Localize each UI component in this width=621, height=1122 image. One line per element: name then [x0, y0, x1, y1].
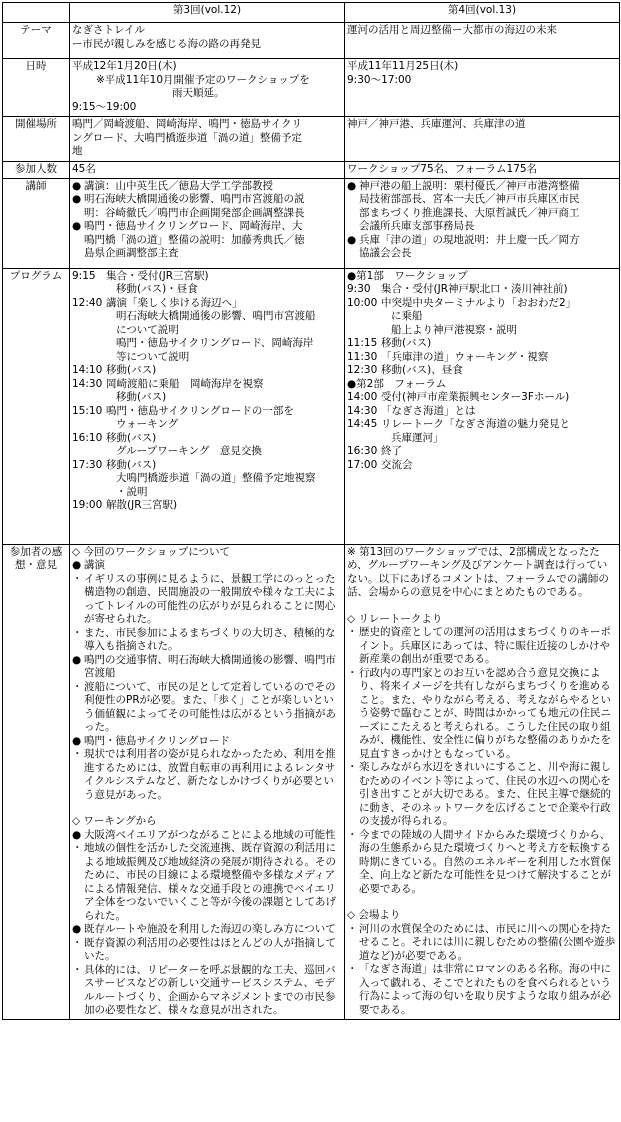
- theme-vol13: [345, 23, 620, 59]
- program-entry: [72, 283, 342, 297]
- section-heading: ◇ 会場より: [347, 909, 401, 921]
- program-text: 集合・受付(JR三宮駅): [106, 269, 209, 282]
- topic-item: [72, 654, 342, 681]
- program-entry: [72, 499, 342, 513]
- comment-text: イギリスの事例に見るように、景観工学にのっとった構造物の創造、民間施設の一般開放や様々な工夫によってトレイルの可能性の広がりが見られることに関心が寄せられた。: [84, 572, 336, 625]
- lecturer-line: 部まちづくり推進課長、大原哲誠氏／神戸商工: [359, 206, 580, 219]
- program-text: 「なぎさ海道」とは: [381, 404, 476, 417]
- comment-text: 行政内の専門家とのお互いを認め合う意見交換により、将来イメージを共有しながらまちづくりを進めること。また、やりながら考える、考えながらやるという姿勢で臨むことが、時間はかかっても地元の住民ニーズにこたえると考えられる。こうした住民の取り組みが、機能性、安全性に偏りがちな整備のありかたを見直すきっかけともなっている。: [359, 666, 611, 760]
- program-text: について説明: [116, 323, 179, 336]
- program-entry: [347, 418, 617, 432]
- program-text: 移動(バス): [381, 337, 432, 349]
- program-time: [72, 324, 106, 338]
- program-text: ・説明: [116, 485, 148, 498]
- program-time: 12:30: [347, 364, 378, 376]
- program-entry: [72, 310, 342, 324]
- bullet-icon: ●: [72, 923, 82, 935]
- topic-item: [72, 735, 342, 749]
- program-time: 14:30: [72, 377, 103, 390]
- dot-icon: ・: [72, 748, 83, 760]
- date-label: 日時: [3, 59, 70, 117]
- theme-row: [3, 23, 620, 59]
- dot-icon: ・: [347, 666, 358, 679]
- program-text: 交流会: [381, 458, 413, 471]
- venue-vol13: [345, 117, 620, 162]
- program-entry: [347, 283, 617, 297]
- program-time: 14:10: [72, 364, 103, 376]
- dot-icon: ・: [72, 680, 83, 693]
- program-text: 岡崎渡船に乗船 岡崎海岸を視察: [106, 377, 264, 390]
- dot-icon: ・: [347, 922, 358, 935]
- lecturer-line: 鳴門橋「渦の道」整備の説明：加藤秀典氏／徳: [84, 233, 305, 246]
- comment-text: 現状では利用者の姿が見られなかったため、利用を推進するためには、放置自転車の再利用によるレンタサイクルシステムなど、新たなしかけづくりが必要という意見があった。: [84, 748, 336, 801]
- venue-row: [3, 117, 620, 162]
- lecturers-label: 講師: [3, 178, 70, 268]
- lecturer-item: [72, 180, 342, 194]
- bullet-icon: ●: [72, 193, 82, 205]
- program-text: 「兵庫津の道」ウォーキング・視察: [381, 350, 549, 363]
- venue-line: 鳴門／岡崎渡船、岡崎海岸、鳴門・徳島サイクリ: [72, 118, 303, 130]
- comment-text: 既存資源の利活用の必要性はほとんどの人が指摘していた。: [84, 936, 336, 962]
- program-entry: [72, 432, 342, 446]
- program-text: 移動(バス)、昼食: [381, 364, 463, 376]
- theme-line: なぎさトレイル: [72, 24, 145, 36]
- program-entry: [347, 432, 617, 446]
- lecturer-line: 神戸港の船上説明：栗村優氏／神戸市港湾整備: [359, 179, 580, 192]
- comment-text: 河川の水質保全のためには、市民に川への関心を持たせること。それには川に親しむための整備(公園や遊歩道など)が必要である。: [359, 922, 616, 962]
- program-time: [347, 310, 381, 324]
- attendance-label: 参加人数: [3, 162, 70, 179]
- program-entry: [347, 337, 617, 351]
- program-time: 16:10: [72, 431, 103, 444]
- comment-item: [72, 748, 342, 802]
- comment-item: [347, 667, 617, 762]
- spacer: [72, 802, 342, 815]
- theme-label: テーマ: [3, 23, 70, 59]
- lecturer-line: 島県企画調整部主査: [84, 247, 179, 259]
- topic-text: 鳴門の交通事情、明石海峡大橋開通後の影響、鳴門市宮渡船: [84, 653, 336, 679]
- comment-item: [347, 626, 617, 667]
- theme-line: ー市民が親しみを感じる海の路の再発見: [72, 37, 261, 50]
- header-corner: [3, 3, 70, 23]
- program-time: [72, 391, 106, 405]
- program-text: 移動(バス): [106, 458, 157, 471]
- topic-item: [72, 829, 342, 843]
- program-text: 船上より神戸港視察・説明: [391, 323, 517, 336]
- date-note: 雨天順延。: [172, 87, 225, 99]
- topic-text: 大阪湾ベイエリアがつながることによる地域の可能性: [84, 828, 336, 841]
- program-text: ウォーキング: [116, 418, 179, 430]
- lecturers-vol12: [70, 178, 345, 268]
- comment-text: 「なぎさ海道」は非常にロマンのある名称。海の中に入って戯れる、そこでとれたものを食べられるという行為によって海の匂いを取り戻すような取り組みが必要である。: [359, 963, 611, 1016]
- program-text: 移動(バス): [106, 364, 157, 376]
- topic-item: [72, 923, 342, 937]
- program-time: [72, 486, 106, 500]
- comment-text: 今までの陸域の人間サイドからみた環境づくりから、海の生態系から見た環境づくりへと考え方を転換する時期にきている。自然のエネルギーを利用した水質保全、向上など新たな可能性を見つけて解決することが必要である。: [359, 828, 611, 895]
- lecturer-line: 明：谷崎徹氏／鳴門市企画開発部企画調整課長: [84, 206, 305, 219]
- program-part1: ●第1部 ワークショップ: [347, 269, 468, 282]
- dot-icon: ・: [72, 842, 83, 854]
- program-entry: [347, 459, 617, 473]
- topic-item: [72, 559, 342, 573]
- comment-item: [72, 964, 342, 1018]
- program-entry: [72, 405, 342, 419]
- section-heading: ◇ 今回のワークショップについて: [72, 545, 230, 558]
- program-time: [72, 351, 106, 365]
- comment-item: [347, 923, 617, 964]
- comment-text: 楽しみながら水辺をきれいにすること、川や海に親しむためのイベント等によって、住民の水辺への関心を引き出すことが大切である。また、住民主導で継続的に動き、そのネットワークを広げることで企業や行政の支援が得られる。: [359, 761, 611, 827]
- comment-text: また、市民参加によるまちづくりの大切さ、積極的な導入も指摘された。: [84, 626, 336, 652]
- date-line: 平成12年1月20日(木): [72, 60, 177, 72]
- program-entry: [347, 445, 617, 459]
- program-time: 14:30: [347, 404, 378, 417]
- program-text: 解散(JR三宮駅): [106, 499, 178, 511]
- lecturer-line: 局技術部部長、宮本一夫氏／神戸市兵庫区市民: [359, 193, 580, 205]
- date-vol13: [345, 59, 620, 117]
- date-time: 9:30～17:00: [347, 73, 412, 86]
- comment-text: 具体的には、リピーターを呼ぶ景観的な工夫、巡回バスサービスなどの新しい交通サービスシステム、モデルルートづくり、企画からマネジメントまでの市民参加の必要性など、様々な意見が出された。: [84, 963, 336, 1016]
- program-time: 9:30: [347, 283, 371, 295]
- program-time: 17:30: [72, 458, 103, 471]
- section-heading: ◇ リレートークより: [347, 612, 443, 625]
- topic-text: 既存ルートや施設を利用した海辺の楽しみ方について: [84, 923, 336, 935]
- program-time: 19:00: [72, 499, 103, 511]
- program-entry: [72, 364, 342, 378]
- program-time: 17:00: [347, 458, 378, 471]
- program-part1-list: [347, 283, 617, 378]
- program-text: 鳴門・徳島サイクリングロード、岡崎海岸: [116, 337, 314, 349]
- opinions-vol13: [345, 544, 620, 1019]
- program-part2-list: [347, 391, 617, 472]
- program-label: プログラム: [3, 268, 70, 544]
- program-time: [72, 283, 106, 297]
- dot-icon: ・: [72, 626, 83, 639]
- header-vol13: 第4回(vol.13): [345, 3, 620, 23]
- program-time: [72, 418, 106, 432]
- comment-item: [347, 963, 617, 1017]
- lecturer-item: [72, 193, 342, 220]
- comment-item: [72, 842, 342, 923]
- date-row: [3, 59, 620, 117]
- program-time: 15:10: [72, 404, 103, 417]
- program-time: 9:15: [72, 269, 96, 282]
- bullet-icon: ●: [72, 828, 82, 841]
- program-entry: [347, 364, 617, 378]
- venue-line: ングロード、大鳴門橋遊歩道「渦の道」整備予定: [72, 131, 302, 144]
- comment-text: 渡船について、市民の足として定着しているのでその利便性のPRが必要。また、「歩く」ことが楽しいという価値観によってその可能性は広がるという指摘があった。: [84, 680, 336, 733]
- bullet-icon: ●: [72, 653, 82, 666]
- bullet-icon: ●: [347, 233, 357, 246]
- program-text: 明石海峡大橋開通後の影響、鳴門市宮渡船: [116, 310, 316, 322]
- program-entry: [72, 459, 342, 473]
- program-text: リレートーク「なぎさ海道の魅力発見と: [381, 418, 570, 430]
- program-text: 鳴門・徳島サイクリングロードの一部を: [106, 404, 294, 417]
- venue-label: 開催場所: [3, 117, 70, 162]
- program-time: 14:45: [347, 418, 378, 430]
- bullet-icon: ●: [72, 559, 82, 571]
- venue-line: 地: [72, 145, 83, 157]
- date-time: 9:15～19:00: [72, 100, 137, 113]
- program-vol13: [345, 268, 620, 544]
- bullet-icon: ●: [347, 179, 357, 192]
- opinions-label: [3, 544, 70, 1019]
- program-time: 16:30: [347, 445, 378, 457]
- comment-item: [347, 829, 617, 897]
- program-time: [347, 324, 381, 338]
- program-text: 大鳴門橋遊歩道「渦の道」整備予定地視察: [116, 472, 316, 484]
- dot-icon: ・: [72, 936, 83, 949]
- program-time: 11:15: [347, 337, 378, 349]
- program-text: 移動(バス)・昼食: [116, 283, 198, 295]
- program-text: 受付(神戸市産業振興センター3Fホール): [381, 391, 570, 403]
- date-line: 平成11年11月25日(木): [347, 60, 459, 72]
- lecturer-line: 講演：山中英生氏／徳島大学工学部教授: [84, 179, 273, 192]
- theme-line: 運河の活用と周辺整備ー大都市の海辺の未来: [347, 24, 557, 36]
- program-entry: [72, 486, 342, 500]
- header-row: [3, 3, 620, 23]
- note-item: [347, 546, 617, 600]
- comment-text: 歴史的資産としての運河の活用はまちづくりのキーポイント。兵庫区にあっては、特に賑住近接のしかけや新産業の創出が重要である。: [359, 626, 611, 665]
- program-time: [347, 432, 381, 446]
- program-entry: [72, 418, 342, 432]
- program-time: 11:30: [347, 350, 378, 363]
- program-entry: [72, 351, 342, 365]
- program-entry: [72, 378, 342, 392]
- date-note: ※平成11年10月開催予定のワークショップを: [96, 73, 310, 86]
- comment-item: [72, 937, 342, 964]
- lecturer-line: 鳴門・徳島サイクリングロード、岡崎海岸、大: [84, 220, 303, 232]
- attendance-vol12: 45名: [70, 162, 345, 179]
- comment-item: [72, 627, 342, 654]
- program-time: [72, 310, 106, 324]
- program-text: 講演「楽しく歩ける海辺へ」: [106, 296, 243, 309]
- dot-icon: ・: [347, 761, 358, 773]
- lecturers-row: [3, 178, 620, 268]
- section-heading: ◇ ワーキングから: [72, 815, 157, 827]
- attendance-row: [3, 162, 620, 179]
- program-text: 兵庫運河」: [391, 431, 444, 444]
- program-text: 集合・受付(JR神戸駅北口・湊川神社前): [381, 283, 568, 295]
- program-entry: [347, 405, 617, 419]
- lecturer-line: 明石海峡大橋開通後の影響、鳴門市宮渡船の説: [84, 193, 305, 205]
- dot-icon: ・: [347, 963, 358, 975]
- program-time: [72, 337, 106, 351]
- venue-line: 神戸／神戸港、兵庫運河、兵庫津の道: [347, 118, 526, 130]
- header-vol12: 第3回(vol.12): [70, 3, 345, 23]
- program-entry: [72, 297, 342, 311]
- dot-icon: ・: [347, 828, 358, 841]
- lecturers-vol13: [345, 178, 620, 268]
- program-time: 14:00: [347, 391, 378, 403]
- comment-item: [347, 761, 617, 829]
- program-entry: [72, 391, 342, 405]
- attendance-vol13: ワークショップ75名、フォーラム175名: [345, 162, 620, 179]
- dot-icon: ・: [72, 572, 83, 585]
- program-text: 等について説明: [116, 350, 190, 363]
- program-entry: [347, 351, 617, 365]
- spacer: [347, 896, 617, 909]
- program-entry: [72, 445, 342, 459]
- comment-item: [72, 681, 342, 735]
- program-entry: [72, 324, 342, 338]
- program-entry: [72, 270, 342, 284]
- program-text: 移動(バス): [106, 431, 157, 444]
- comment-text: 地域の個性を活かした交流連携、既存資源の利活用による地域振興及び地域経済の発展が期待される。そのために、市民の目線による環境整備や多様なメディアによる情報発信、様々な交通手段との連携でベイエリア全体をつないでいくこと等が今後の課題としてあげられた。: [84, 842, 336, 922]
- program-part2: ●第2部 フォーラム: [347, 377, 447, 390]
- spacer: [347, 600, 617, 613]
- opinions-vol12: [70, 544, 345, 1019]
- lecturer-item: [72, 220, 342, 261]
- program-time: 12:40: [72, 296, 103, 309]
- program-text: に乗船: [391, 310, 423, 322]
- topic-text: 講演: [84, 559, 105, 571]
- program-row: [3, 268, 620, 544]
- program-entry: [347, 310, 617, 324]
- date-vol12: [70, 59, 345, 117]
- lecturer-line: 協議会会長: [359, 247, 412, 259]
- dot-icon: ・: [72, 963, 83, 976]
- program-time: [72, 445, 106, 459]
- workshop-comparison-table: [2, 2, 620, 1020]
- opinions-label-text: 参加者の感想・意見: [9, 545, 63, 571]
- program-time: [72, 472, 106, 486]
- program-entry: [72, 472, 342, 486]
- venue-vol12: [70, 117, 345, 162]
- program-time: 10:00: [347, 296, 378, 309]
- program-entry: [347, 324, 617, 338]
- theme-vol12: [70, 23, 345, 59]
- comment-item: [72, 573, 342, 627]
- program-entry: [72, 337, 342, 351]
- program-text: グループワーキング 意見交換: [116, 445, 262, 457]
- program-entry: [347, 297, 617, 311]
- dot-icon: ・: [347, 626, 358, 638]
- bullet-icon: ●: [72, 734, 82, 747]
- lecturer-item: [347, 180, 617, 234]
- program-vol12: [70, 268, 345, 544]
- topic-text: 鳴門・徳島サイクリングロード: [84, 734, 230, 747]
- opinions-row: [3, 544, 620, 1019]
- bullet-icon: ●: [72, 220, 82, 232]
- lecturer-item: [347, 234, 617, 261]
- lecturer-line: 会議所兵庫支部事務局長: [359, 220, 475, 232]
- program-entry: [347, 391, 617, 405]
- program-text: 中突堤中央ターミナルより「おおわだ2」: [381, 296, 577, 309]
- bullet-icon: ●: [72, 179, 82, 192]
- program-text: 移動(バス): [116, 391, 167, 403]
- note-text: ※ 第13回のワークショップでは、2部構成となったため、グループワーキング及びアンケート調査は行っていない。以下にあげるコメントは、フォーラムでの講師の話、会場からの意見を中心にまとめたものである。: [347, 545, 609, 598]
- program-text: 終了: [381, 445, 402, 457]
- lecturer-line: 兵庫「津の道」の現地説明：井上慶一氏／岡方: [359, 233, 580, 246]
